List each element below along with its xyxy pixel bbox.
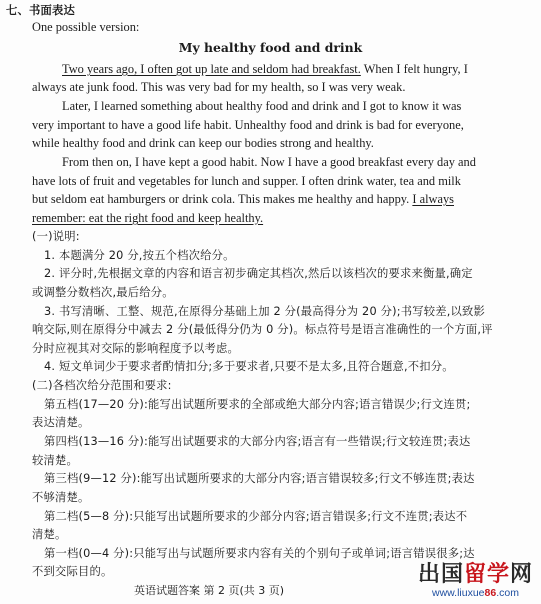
section-heading: 七、书面表达 (6, 4, 75, 17)
essay-line: very important to have a good life habit. Unhealthy food and drink is bad for everyone, (32, 118, 464, 132)
essay-line: but seldom eat hamburgers or drink cola. This makes me healthy and happy. I always (32, 192, 454, 206)
note-item: 3. 书写清晰、工整、规范,在原得分基础上加 2 分(最高得分为 20 分);书写较差,以致影 (44, 305, 486, 318)
essay-line: have lots of fruit and vegetables for lunch and supper. I often drink water, tea and milk (32, 174, 461, 188)
essay-line: Two years ago, I often got up late and seldom had breakfast. When I felt hungry, I (62, 62, 468, 76)
grade-line: 不到交际目的。 (32, 565, 113, 578)
site-watermark (417, 561, 533, 599)
essay-line: Later, I learned something about healthy food and drink and I got to know it was (62, 99, 462, 113)
essay-line (32, 211, 263, 225)
grade-line: 较清楚。 (32, 454, 78, 467)
page-footer: 英语试题答案 第 2 页(共 3 页) (134, 584, 285, 597)
note-item: 分时应视其对交际的影响程度予以考虑。 (32, 342, 239, 355)
underlined-sentence: remember: eat the right food and keep healthy. (32, 211, 264, 225)
watermark-logo-text: 出国留学网 (417, 561, 533, 587)
underlined-sentence: I always (412, 192, 454, 206)
grade-line: 第五档(17—20 分):能写出试题所要求的全部或绝大部分内容;语言错误少;行文连贯; (44, 398, 471, 411)
essay-line: always ate junk food. This was very bad for my health, so I was very weak. (32, 80, 406, 94)
intro-text: One possible version: (32, 20, 140, 34)
grade-line: 第一档(0—4 分):只能写出与试题所要求内容有关的个别句子或单词;语言错误很多;达 (44, 547, 475, 560)
grade-line: 第二档(5—8 分):只能写出试题所要求的少部分内容;语言错误多;行文不连贯;表达不 (44, 510, 468, 523)
watermark-url: www.liuxue86.com (431, 586, 519, 599)
note-item: 1. 本题满分 20 分,按五个档次给分。 (44, 249, 235, 262)
grade-line: 清楚。 (32, 528, 67, 541)
essay-title: My healthy food and drink (178, 40, 363, 55)
grade-line: 表达清楚。 (32, 416, 90, 429)
note-item: 2. 评分时,先根据文章的内容和语言初步确定其档次,然后以该档次的要求来衡量,确定 (44, 267, 473, 280)
note-item: 响交际,则在原得分中减去 2 分(最低得分仍为 0 分)。标点符号是语言准确性的一个方面,评 (32, 323, 493, 336)
grades-heading: (二)各档次给分范围和要求: (32, 379, 172, 392)
note-item: 4. 短文单词少于要求者酌情扣分;多于要求者,只要不是太多,且符合题意,不扣分。 (44, 360, 454, 373)
notes-heading: (一)说明: (32, 230, 80, 243)
note-item: 或调整分数档次,最后给分。 (32, 286, 174, 299)
underlined-sentence: Two years ago, I often got up late and seldom had breakfast. (62, 62, 361, 76)
grade-line: 第四档(13—16 分):能写出试题要求的大部分内容;语言有一些错误;行文较连贯;表达 (44, 435, 471, 448)
grade-line: 不够清楚。 (32, 491, 90, 504)
essay-line: while healthy food and drink can keep our bodies strong and healthy. (32, 136, 374, 150)
essay-line: From then on, I have kept a good habit. Now I have a good breakfast every day and (62, 155, 476, 169)
grade-line: 第三档(9—12 分):能写出试题所要求的大部分内容;语言错误较多;行文不够连贯;表达 (44, 472, 475, 485)
